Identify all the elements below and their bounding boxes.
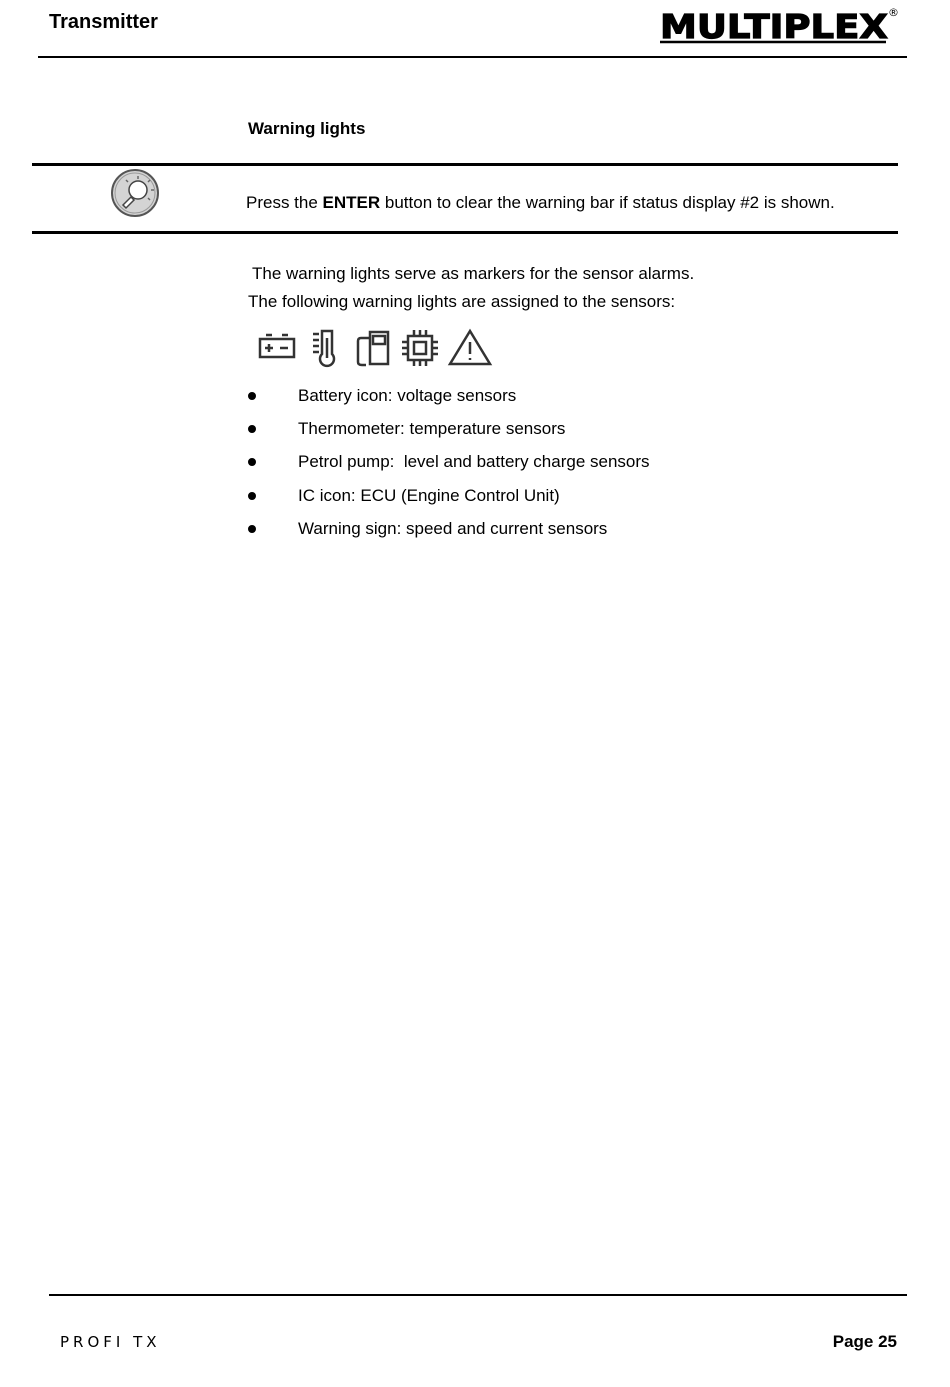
registered-mark: ® [888,6,899,19]
tip-text-prefix: Press the [246,193,323,212]
thermometer-icon [313,331,334,366]
enter-keyword: ENTER [322,193,381,212]
ic-chip-icon [402,330,438,366]
intro-line-1: The warning lights serve as markers for the sensor alarms. [252,264,695,283]
page-number: Page 25 [832,1332,897,1351]
list-item-text: Petrol pump: level and battery charge sensors [298,452,650,471]
brand-text: MULTIPLEX [660,7,888,46]
list-item-text: IC icon: ECU (Engine Control Unit) [298,486,560,505]
intro-line-2: The following warning lights are assigned to the sensors: [248,292,676,311]
list-item-text: Warning sign: speed and current sensors [298,519,608,538]
section-heading: Warning lights [248,119,366,138]
bullet-dot [248,492,256,500]
footer-product-name: PROFI TX [60,1333,161,1351]
lightbulb-icon [108,168,162,218]
multiplex-logo [656,4,902,46]
petrol-pump-icon [358,332,388,365]
tip-top-rule [32,163,898,166]
tip-text [246,193,835,213]
bullet-dot [248,525,256,533]
bullet-dot [248,425,256,433]
tip-bottom-rule [32,231,898,234]
list-item-text: Thermometer: temperature sensors [298,419,566,438]
warning-icons-strip [256,326,496,368]
warning-triangle-icon [450,331,490,364]
footer-divider [49,1294,907,1296]
header-divider [38,56,907,58]
header-title: Transmitter [49,11,158,33]
bullet-dot [248,458,256,466]
bullet-dot [248,392,256,400]
list-item-text: Battery icon: voltage sensors [298,386,517,405]
battery-icon [260,335,294,357]
tip-text-suffix: button to clear the warning bar if status display #2 is shown. [380,193,835,212]
